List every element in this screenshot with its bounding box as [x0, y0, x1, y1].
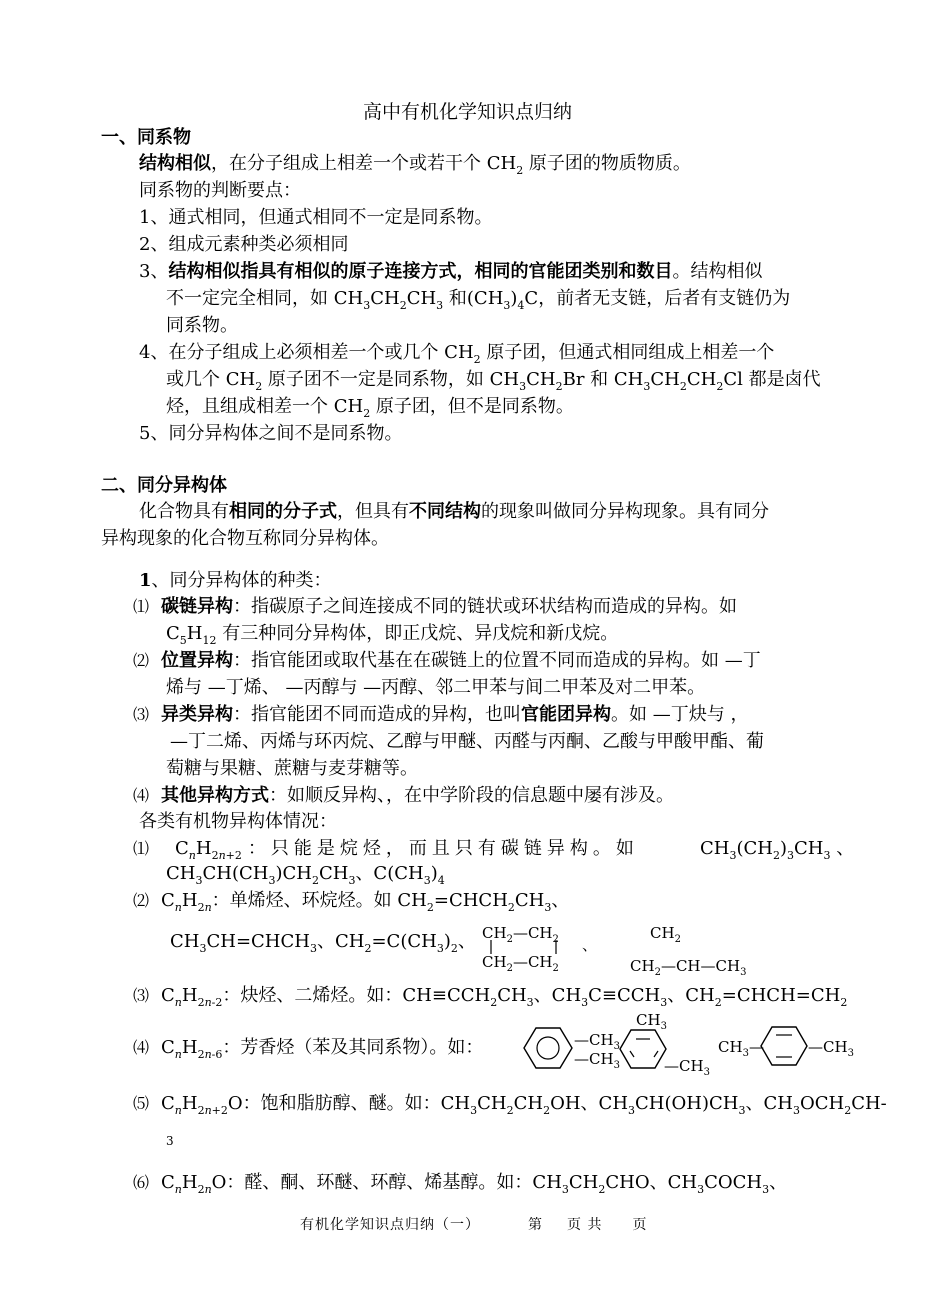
- document-page: 高中有机化学知识点归纳 一、同系物 结构相似，在分子组成上相差一个或若干个 $CH_2$ 原子团的物质物质。 同系物的判断要点： 1、通式相同，但通式相同不一定是同系物。 2、组成元素种类必须相同 3、结构相似指具有相似的原子连接方式，相同的官能团类别和数目。结构相似 不一定完全相同，如 $CH_3CH_2CH_3$ 和$(CH_3)_4C$，前者无支链，后者有支链仍为 同系物。 4、在分子组成上必须相差一个或几个 $CH_2$ 原子团，但通式相同组成上相差一个 或几个 $CH_2$ 原子团不一定是同系物，如 $CH_3CH_2Br$ 和 $CH_3CH_2CH_2Cl$ 都是卤代 烃，且组成相差一个 $CH_2$ 原子团，但不是同系物。 5、同分异构体之间不是同系物。 二、同分异构体 化合物具有相同的分子式，但具有不同结构的现象叫做同分异构现象。具有同分 异构现象的化合物互称同分异构体。 1、同分异构体的种类： ⑴ 碳链异构：指碳原子之间连接成不同的链状或环状结构而造成的异构。如 $C_5H_{12}$ 有三种同分异构体，即正戊烷、异戊烷和新戊烷。 ⑵ 位置异构：指官能团或取代基在在碳链上的位置不同而造成的异构。如 —丁 烯与 —丁烯、 —丙醇与 —丙醇、邻二甲苯与间二甲苯及对二甲苯。 ⑶ 异类异构：指官能团不同而造成的异构，也叫官能团异构。如 —丁炔与 ， —丁二烯、丙烯与环丙烷、乙醇与甲醚、丙醛与丙酮、乙酸与甲酸甲酯、葡 萄糖与果糖、蔗糖与麦芽糖等。 ⑷ 其他异构方式：如顺反异构、，在中学阶段的信息题中屡有涉及。 各类有机物异构体情况： ⑴ $C_nH_{2n+2}$ ：只能是烷烃，而且只有碳链异构。如 $CH_3(CH_2)_3CH_3$ 、 $CH_3CH(CH_3)CH_2CH_3$、$C(CH_3)_4$ ⑵ $C_nH_{2n}$：单烯烃、环烷烃。如 $CH_2=CHCH_2CH_3$、 $CH_3CH=CHCH_3$、$CH_2=C(CH_3)_2$、 $CH_2—CH_2$ $CH_2—CH_2$ 、 $CH_2$ $CH_2—CH—CH_3$ ⑶ $C_nH_{2n-2}$：炔烃、二烯烃。如：$CH\equiv CCH_2CH_3$、$CH_3C\equiv CCH_3$、$CH_2=CHCH=CH_2$ ⑷ $C_nH_{2n-6}$：芳香烃（苯及其同系物）。如： $—CH_3$ $—CH_3$ $CH_3$ $—CH_3$ $CH_3—$ $—CH_3$ ⑸ $C_nH_{2n+2}O$：饱和脂肪醇、醚。如：$CH_3CH_2CH_2OH$、$CH_3CH(OH)CH_3$、$CH_3OCH_2CH-$ 3 ⑹ $C_nH_{2n}O$：醛、酮、环醚、环醇、烯基醇。如：$CH_3CH_2CHO$、$CH_3COCH_3$、 有机化学知识点归纳（一） 第 页 共 页: [101, 101, 887, 1233]
- kind-3: ⑶ 异类异构：指官能团不同而造成的异构，也叫官能团异构。如 —丁炔与 ，: [133, 704, 749, 725]
- case-6: ⑹ $C_nH_{2n}O$：醛、酮、环醚、环醇、烯基醇。如：$CH_3CH_2CHO$、$CH_3COCH_3$、: [133, 1172, 788, 1196]
- isomer-definition: 化合物具有相同的分子式，但具有不同结构的现象叫做同分异构现象。具有同分: [139, 501, 769, 522]
- point-4: 4、在分子组成上必须相差一个或几个 $CH_2$ 原子团，但通式相同组成上相差一个: [139, 342, 775, 366]
- points-intro: 同系物的判断要点：: [139, 180, 301, 201]
- point-2: 2、组成元素种类必须相同: [139, 234, 349, 255]
- benzene-ring-icon: [618, 1027, 668, 1071]
- isomer-definition-line-2: 异构现象的化合物互称同分异构体。: [101, 528, 389, 549]
- ring-bond-lines: [488, 938, 568, 956]
- kind-1: ⑴ 碳链异构：指碳原子之间连接成不同的链状或环状结构而造成的异构。如: [133, 596, 737, 617]
- point-1: 1、通式相同，但通式相同不一定是同系物。: [139, 207, 493, 228]
- case-2: ⑵ $C_nH_{2n}$：单烯烃、环烷烃。如 $CH_2=CHCH_2CH_3$、: [133, 890, 570, 914]
- kind-2: ⑵ 位置异构：指官能团或取代基在在碳链上的位置不同而造成的异构。如 —丁: [133, 650, 761, 671]
- cases-intro: 各类有机物异构体情况：: [139, 811, 337, 832]
- kind-3-line-3: 萄糖与果糖、蔗糖与麦芽糖等。: [166, 758, 418, 779]
- case-2-line-2: $CH_3CH=CHCH_3$、$CH_2=C(CH_3)_2$、: [170, 931, 476, 955]
- case-4: ⑷ $C_nH_{2n-6}$：芳香烃（苯及其同系物）。如：: [133, 1037, 484, 1061]
- section-1-heading: 一、同系物: [101, 127, 191, 148]
- point-3-line-3: 同系物。: [166, 315, 238, 336]
- point-3: 3、结构相似指具有相似的原子连接方式，相同的官能团类别和数目。结构相似: [139, 261, 763, 282]
- benzene-ring-icon: [760, 1024, 808, 1068]
- case-3: ⑶ $C_nH_{2n-2}$：炔烃、二烯烃。如：$CH\equiv CCH_2CH_3$、$CH_3C\equiv CCH_3$、$CH_2=CHCH=CH_2$: [133, 985, 848, 1009]
- benzene-ring-icon: [522, 1025, 574, 1071]
- case-5-wrap: 3: [166, 1134, 174, 1148]
- point-4-line-2: 或几个 $CH_2$ 原子团不一定是同系物，如 $CH_3CH_2Br$ 和 $CH_3CH_2CH_2Cl$ 都是卤代: [166, 369, 821, 393]
- kind-1-line-2: $C_5H_{12}$ 有三种同分异构体，即正戊烷、异戊烷和新戊烷。: [166, 623, 619, 647]
- case-1-formula: $CH_3(CH_2)_3CH_3$ 、: [700, 838, 855, 862]
- point-5: 5、同分异构体之间不是同系物。: [139, 423, 403, 444]
- kind-4: ⑷ 其他异构方式：如顺反异构、，在中学阶段的信息题中屡有涉及。: [133, 785, 674, 806]
- case-1: ⑴ $C_nH_{2n+2}$ ：只能是烷烃，而且只有碳链异构。如: [133, 838, 639, 862]
- case-1-line-2: $CH_3CH(CH_3)CH_2CH_3$、$C(CH_3)_4$: [166, 863, 445, 887]
- definition-line: 结构相似，在分子组成上相差一个或若干个 $CH_2$ 原子团的物质物质。: [139, 153, 691, 177]
- page-footer: 有机化学知识点归纳（一） 第 页 共 页: [300, 1217, 648, 1233]
- case-5: ⑸ $C_nH_{2n+2}O$：饱和脂肪醇、醚。如：$CH_3CH_2CH_2OH$、$CH_3CH(OH)CH_3$、$CH_3OCH_2CH-$: [133, 1093, 887, 1117]
- section-2-heading: 二、同分异构体: [101, 475, 227, 496]
- point-4-line-3: 烃，且组成相差一个 $CH_2$ 原子团，但不是同系物。: [166, 396, 574, 420]
- isomer-kinds-heading: 1、同分异构体的种类：: [139, 570, 332, 591]
- kind-3-line-2: —丁二烯、丙烯与环丙烷、乙醇与甲醚、丙醛与丙酮、乙酸与甲酸甲酯、葡: [170, 731, 764, 752]
- page-title: 高中有机化学知识点归纳: [363, 101, 573, 123]
- point-3-line-2: 不一定完全相同，如 $CH_3CH_2CH_3$ 和$(CH_3)_4C$，前者无支链，后者有支链仍为: [166, 288, 791, 312]
- kind-2-line-2: 烯与 —丁烯、 —丙醇与 —丙醇、邻二甲苯与间二甲苯及对二甲苯。: [166, 677, 706, 698]
